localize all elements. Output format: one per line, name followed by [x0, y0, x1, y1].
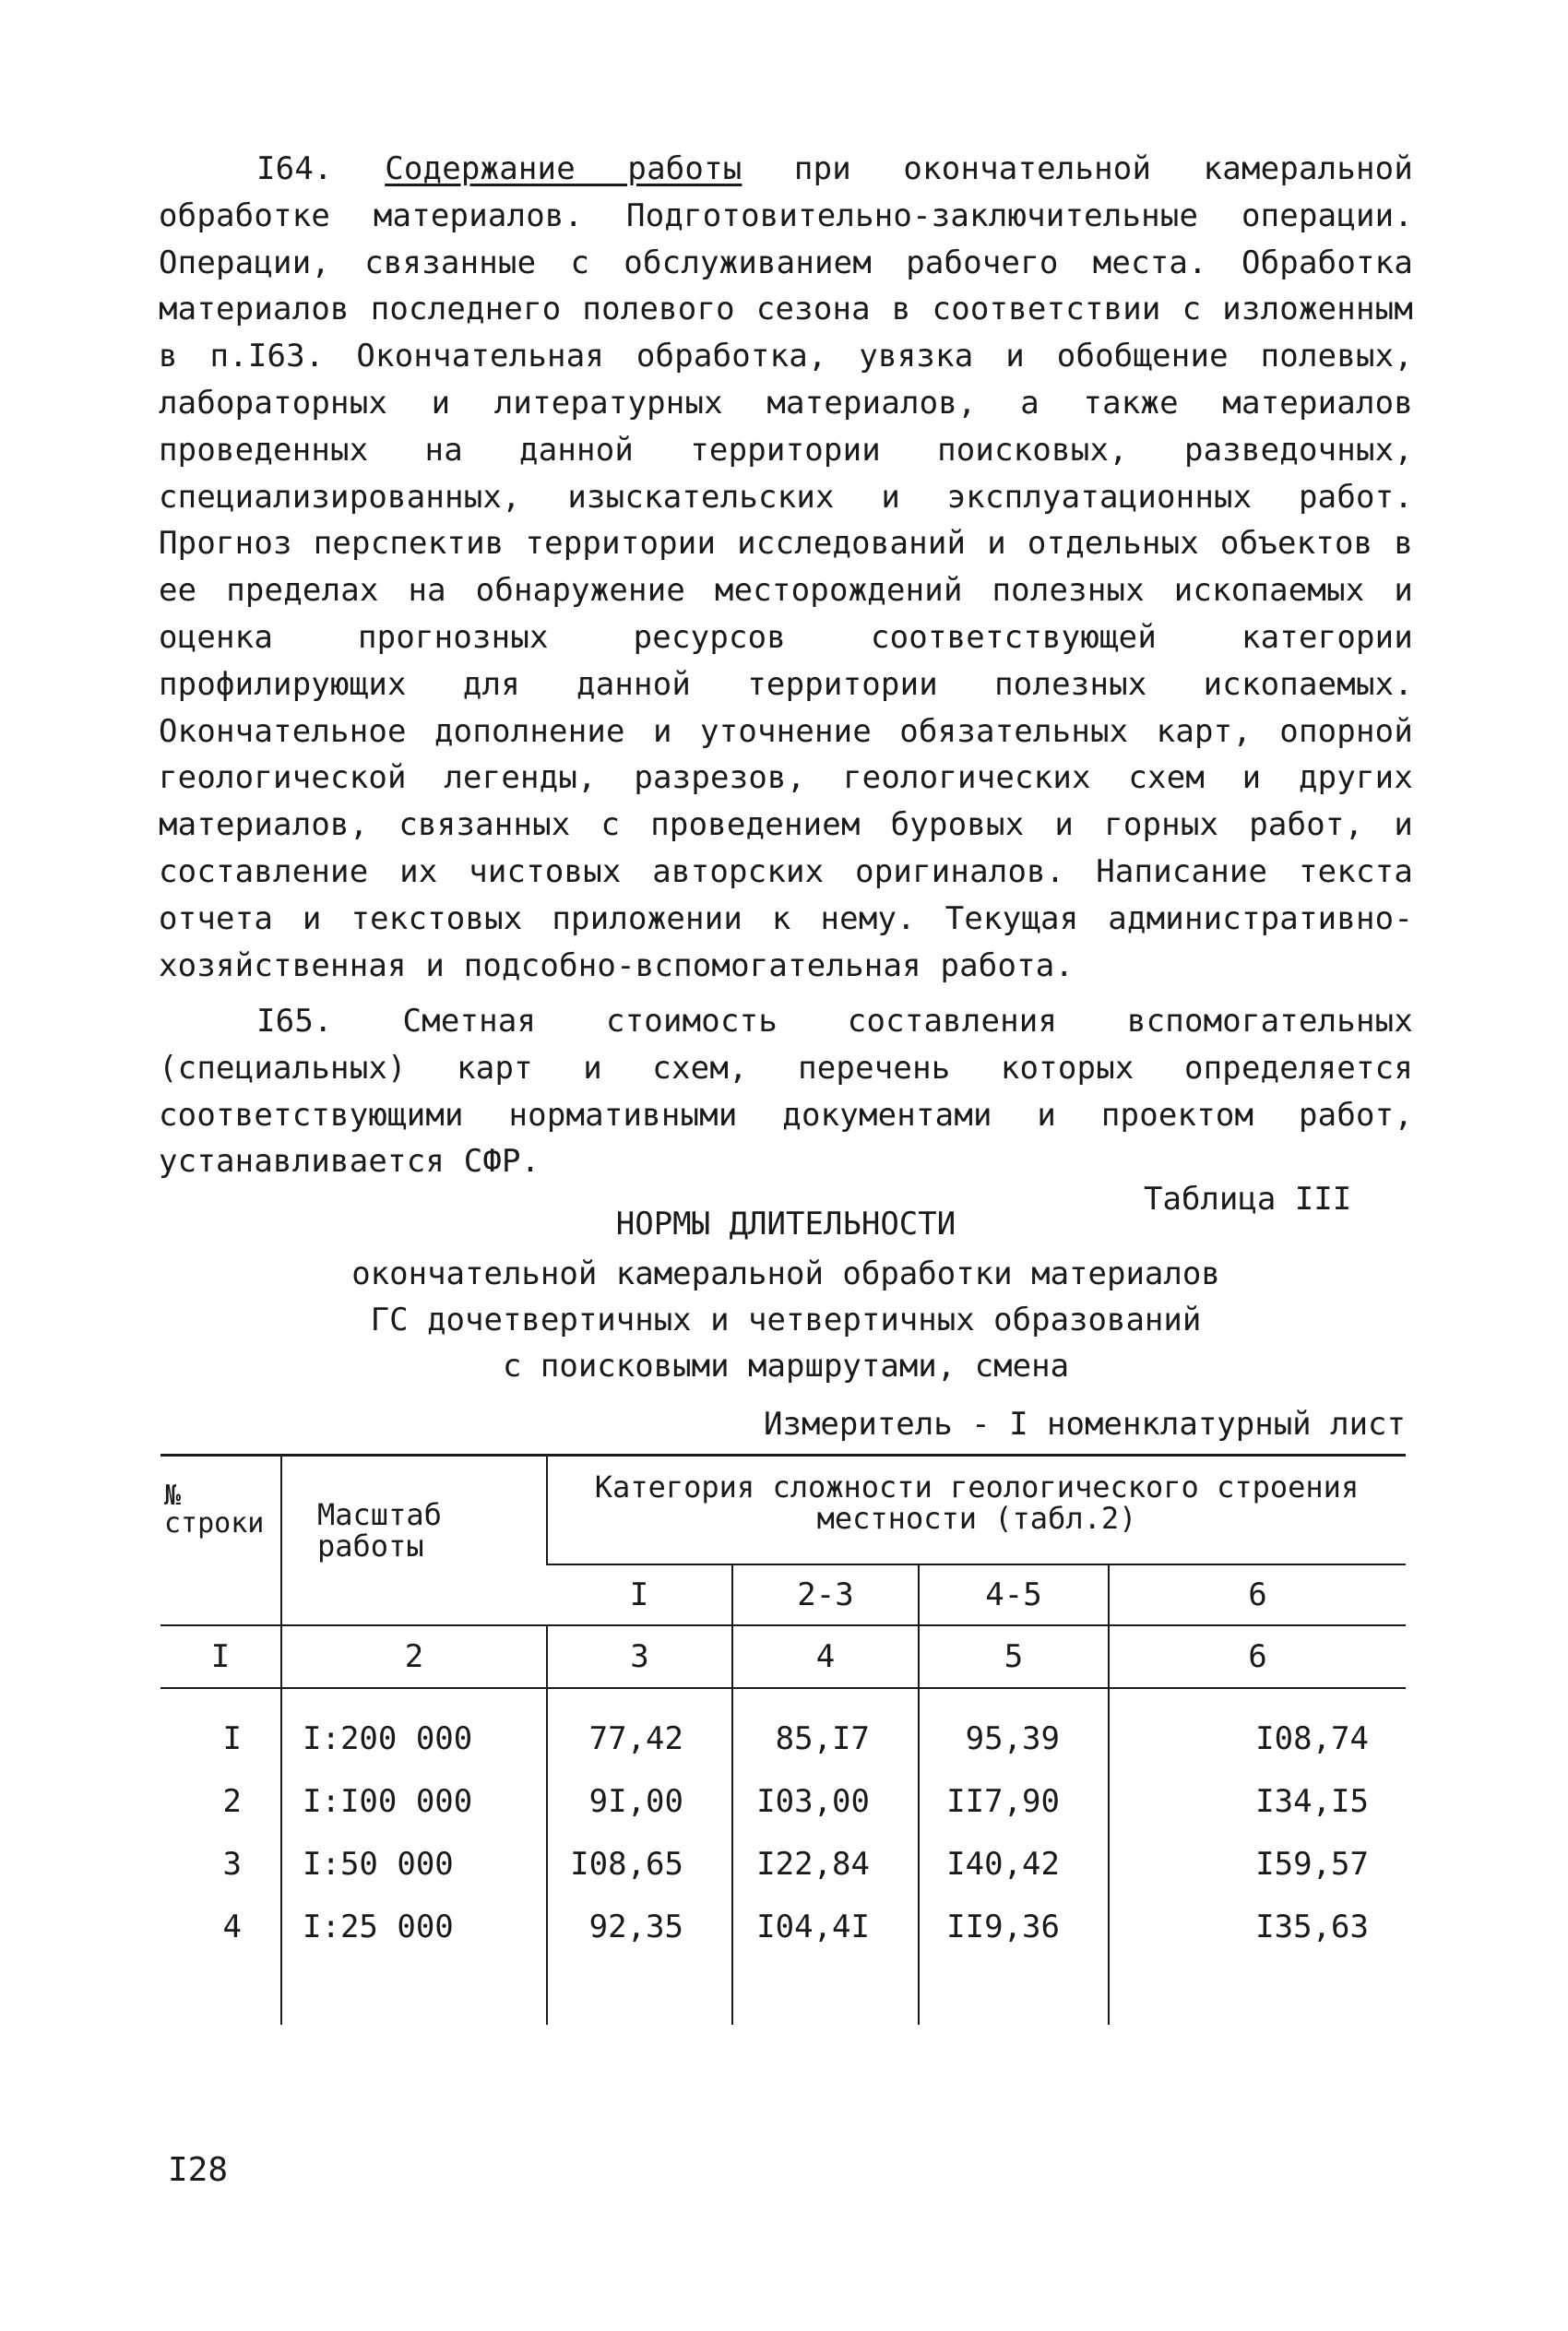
row-scale: I:50 000	[281, 1833, 547, 1896]
paragraph-164	[159, 146, 1413, 989]
header-scale: Масштаб работы	[281, 1456, 547, 1626]
table-subtitle-line-3: с поисковыми маршрутами, смена	[502, 1348, 1070, 1385]
cell-value: II7,90	[919, 1770, 1109, 1833]
header-row-number: № строки	[160, 1456, 281, 1626]
row-number: 4	[222, 1909, 242, 1945]
row-number: 2	[222, 1783, 242, 1820]
page-number: I28	[168, 2151, 229, 2189]
cell-value: I03,00	[732, 1770, 919, 1833]
column-number: 2	[281, 1625, 547, 1688]
paragraph-164-heading: Содержание работы	[385, 150, 742, 187]
cell-value: 9I,00	[547, 1770, 732, 1833]
header-category-1: I	[629, 1576, 649, 1613]
cell-value: I35,63	[1109, 1896, 1406, 1958]
table-row-empty	[160, 1958, 1406, 2025]
cell-value: 85,I7	[732, 1688, 919, 1770]
cell-value: I04,4I	[732, 1896, 919, 1958]
empty-cell	[919, 1958, 1109, 2025]
paragraph-164-text: при окончательной камеральной обработке материалов. Подготовительно-заключительные операции. Операции, связанные с обслуживанием рабочего места. Обработка материалов последнего полевого сезона в соответствии с изложенным в п.I63. Окончательная обработка, увязка и обобщение полевых, лабораторных и литературных материалов, а также материалов проведенных на данной территории поисковых, разведочных, специализированных, изыскательских и эксплуатационных работ. Прогноз перспектив территории исследований и отдельных объектов в ее пределах на обнаружение месторождений полезных ископаемых и оценка прогнозных ресурсов соответствующей категории профилирующих для данной территории полезных ископаемых. Окончательное дополнение и уточнение обязательных карт, опорной геологической легенды, разрезов, геологических схем и других материалов, связанных с проведением буровых и горных работ, и составление их чистовых авторских оригиналов. Написание текста отчета и текстовых приложении к нему. Текущая административно-хозяйственная и подсобно-вспомогательная работа.	[159, 150, 1414, 984]
table-row	[160, 1688, 1406, 1770]
header-category-2: 2-3	[732, 1564, 919, 1625]
cell-value: 92,35	[547, 1896, 732, 1958]
header-category: Категория сложности геологического строения местности (табл.2)	[547, 1456, 1406, 1565]
norms-table	[160, 1454, 1406, 2025]
column-number: 6	[1109, 1625, 1406, 1688]
table-subtitle-line-2: ГС дочетвертичных и четвертичных образований	[370, 1302, 1202, 1338]
empty-cell	[547, 1958, 732, 2025]
cell-value: 95,39	[919, 1688, 1109, 1770]
cell-value: II9,36	[919, 1896, 1109, 1958]
column-number: 5	[919, 1625, 1109, 1688]
column-numbers-row	[160, 1625, 1406, 1688]
paragraph-165-text: I65. Сметная стоимость составления вспомогательных (специальных) карт и схем, перечень которых определяется соответствующими нормативными документами и проектом работ, устанавливается СФР.	[159, 1003, 1413, 1181]
paragraph-165	[159, 998, 1413, 1185]
cell-value: I40,42	[919, 1833, 1109, 1896]
cell-value: I34,I5	[1109, 1770, 1406, 1833]
row-scale: I:I00 000	[281, 1770, 547, 1833]
paragraph-164-number: I64.	[256, 150, 333, 187]
table-row	[160, 1833, 1406, 1896]
cell-value: I59,57	[1109, 1833, 1406, 1896]
table-subtitle-line-1: окончательной камеральной обработки материалов	[351, 1255, 1220, 1292]
empty-cell	[732, 1958, 919, 2025]
table-number: Таблица III	[1144, 1181, 1352, 1218]
table-row	[160, 1770, 1406, 1833]
row-scale: I:200 000	[281, 1688, 547, 1770]
row-scale: I:25 000	[281, 1896, 547, 1958]
column-number: 3	[547, 1625, 732, 1688]
row-number: I	[222, 1720, 242, 1757]
header-category-4: 6	[1109, 1564, 1406, 1625]
column-number: 4	[732, 1625, 919, 1688]
table-title: НОРМЫ ДЛИТЕЛЬНОСТИ	[615, 1206, 956, 1243]
empty-cell	[281, 1958, 547, 2025]
empty-cell	[1109, 1958, 1406, 2025]
empty-cell	[160, 1958, 281, 2025]
column-number: I	[160, 1625, 281, 1688]
table-unit: Измеритель - I номенклатурный лист	[764, 1406, 1406, 1443]
cell-value: I22,84	[732, 1833, 919, 1896]
header-category-3: 4-5	[919, 1564, 1109, 1625]
cell-value: I08,74	[1109, 1688, 1406, 1770]
cell-value: I08,65	[547, 1833, 732, 1896]
cell-value: 77,42	[547, 1688, 732, 1770]
table-row	[160, 1896, 1406, 1958]
row-number: 3	[222, 1846, 242, 1883]
